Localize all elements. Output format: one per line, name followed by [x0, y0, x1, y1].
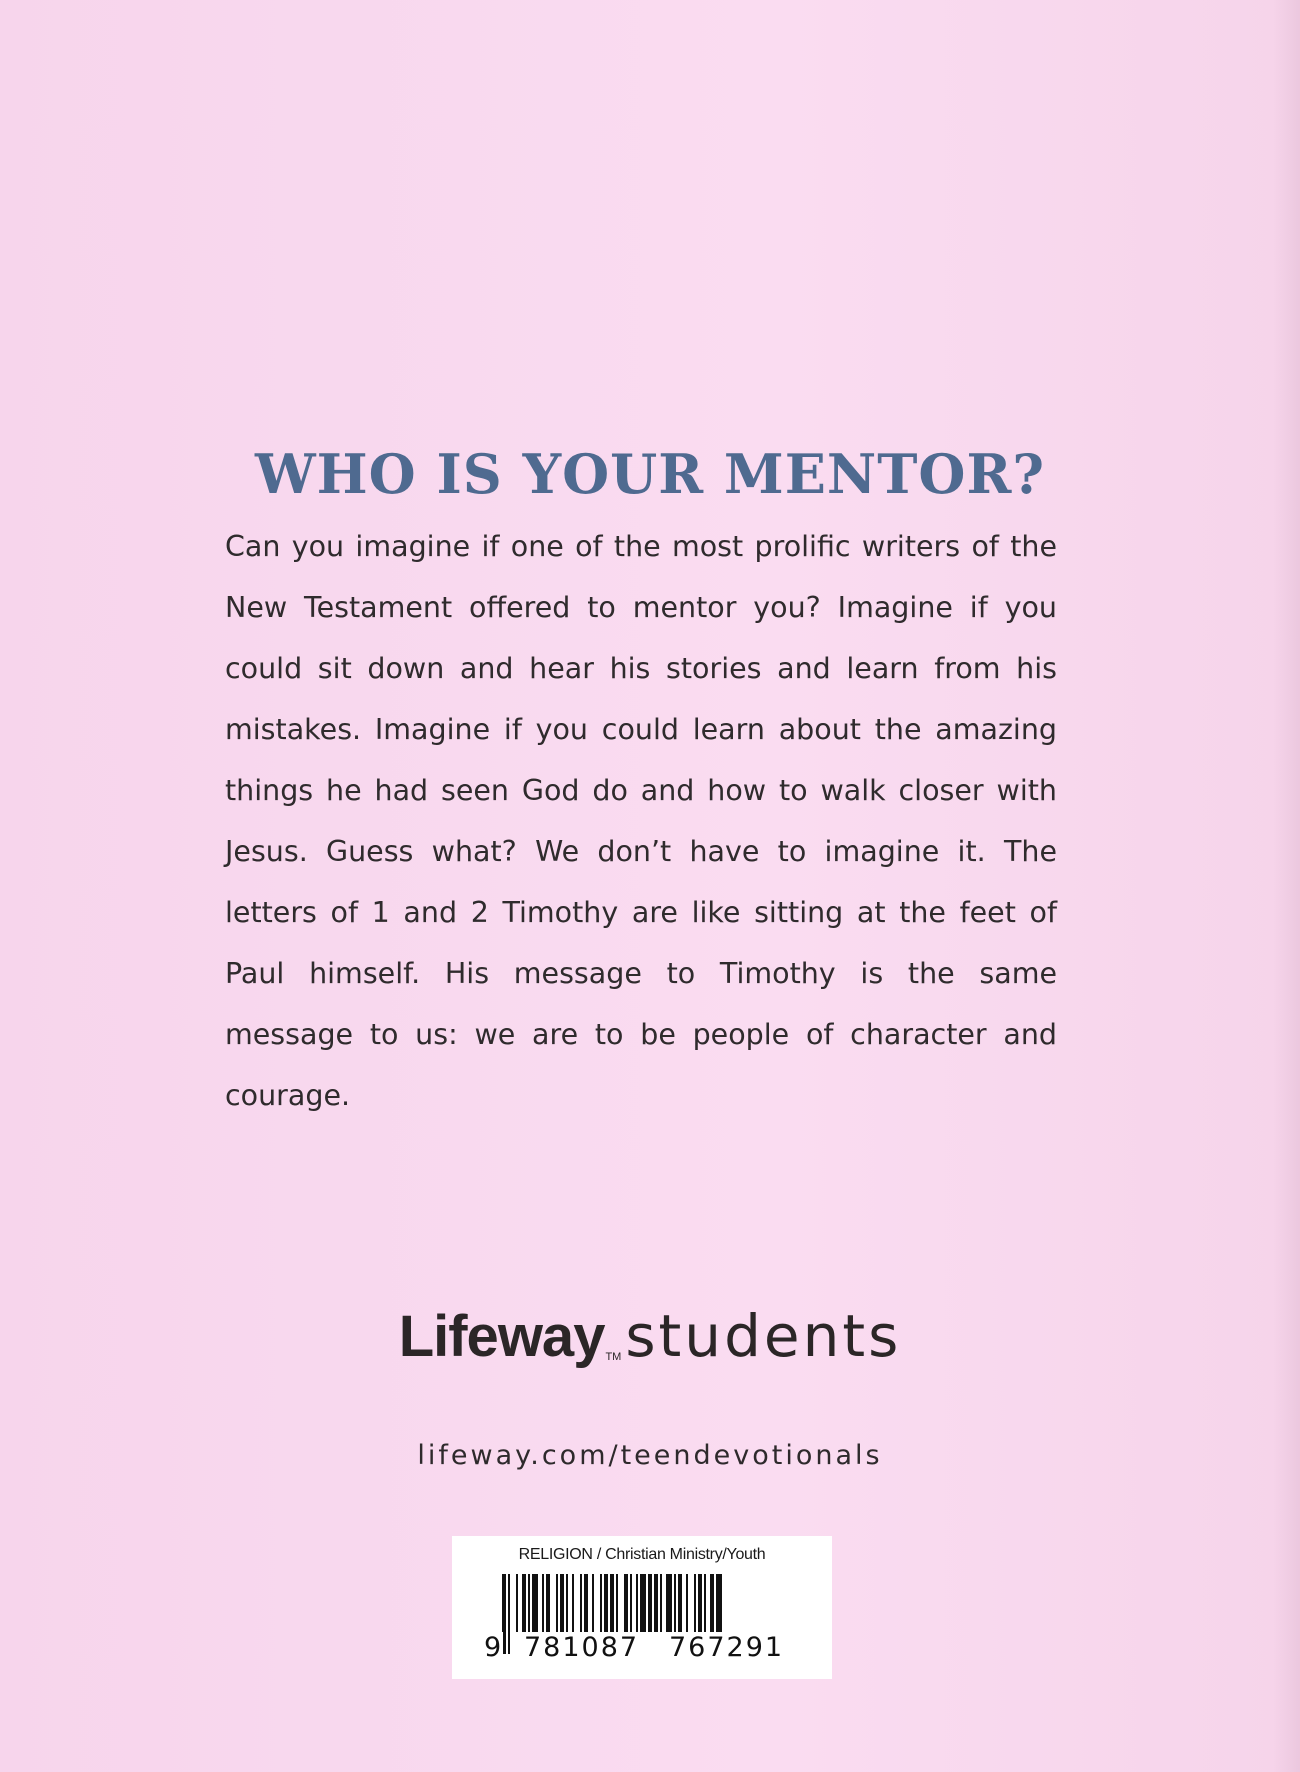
barcode-bar: [572, 1574, 574, 1632]
isbn-lead-digit: 9: [484, 1632, 504, 1663]
brand-suffix: students: [625, 1302, 902, 1370]
website-url: lifeway.com/teendevotionals: [417, 1440, 883, 1471]
barcode-bar: [710, 1574, 714, 1632]
barcode-bar: [532, 1574, 538, 1632]
brand-trademark: TM: [605, 1351, 622, 1363]
brand-logo: [0, 1302, 1300, 1370]
barcode-bar: [698, 1574, 702, 1632]
barcode-bar: [522, 1574, 526, 1632]
barcode-bar: [516, 1574, 518, 1632]
barcode-bar: [674, 1574, 676, 1632]
barcode-bar: [566, 1574, 568, 1632]
barcode-bar: [666, 1574, 672, 1632]
barcode-bar: [600, 1574, 602, 1632]
barcode-bar: [546, 1574, 550, 1632]
barcode-bar: [508, 1574, 510, 1654]
barcode-bar: [584, 1574, 588, 1632]
barcode-bar: [660, 1574, 662, 1632]
barcode-bar: [648, 1574, 652, 1632]
barcode-bar: [592, 1574, 594, 1632]
barcode-bar: [560, 1574, 564, 1632]
barcode-bar: [636, 1574, 638, 1632]
barcode-bar: [604, 1574, 608, 1632]
barcode-bar: [704, 1574, 706, 1632]
barcode-bar: [686, 1574, 688, 1632]
barcode-bar: [556, 1574, 558, 1632]
barcode-category-label: RELIGION / Christian Ministry/Youth: [518, 1546, 766, 1563]
isbn-barcode-box: [452, 1536, 832, 1679]
headline: WHO IS YOUR MENTOR?: [255, 442, 1045, 506]
barcode-bar: [694, 1574, 696, 1632]
barcode-bar: [616, 1574, 618, 1632]
isbn-group-1: 781087: [524, 1632, 640, 1663]
barcode-bar: [678, 1574, 682, 1632]
cover-edge-shadow: [1272, 0, 1300, 1772]
blurb-paragraph: Can you imagine if one of the most prolific writers of the New Testament offered to mentor you? Imagine if you could sit down and hear his stories and learn from his mistakes. Imagine if you could learn about the amazing things he had seen God do and how to walk closer with Jesus. Guess what? We don’t have to imagine it. The letters of 1 and 2 Timothy are like sitting at the feet of Paul himself. His message to Timothy is the same message to us: we are to be people of character and courage.: [225, 530, 1057, 1112]
barcode-bar: [654, 1574, 658, 1632]
barcode-bar: [528, 1574, 530, 1632]
isbn-group-2: 767291: [669, 1632, 785, 1663]
brand-name: Lifeway: [398, 1304, 605, 1369]
barcode-bar: [580, 1574, 582, 1632]
barcode-bar: [630, 1574, 632, 1632]
barcode-bar: [640, 1574, 646, 1632]
barcode-bar: [542, 1574, 544, 1632]
barcode-bar: [624, 1574, 628, 1632]
